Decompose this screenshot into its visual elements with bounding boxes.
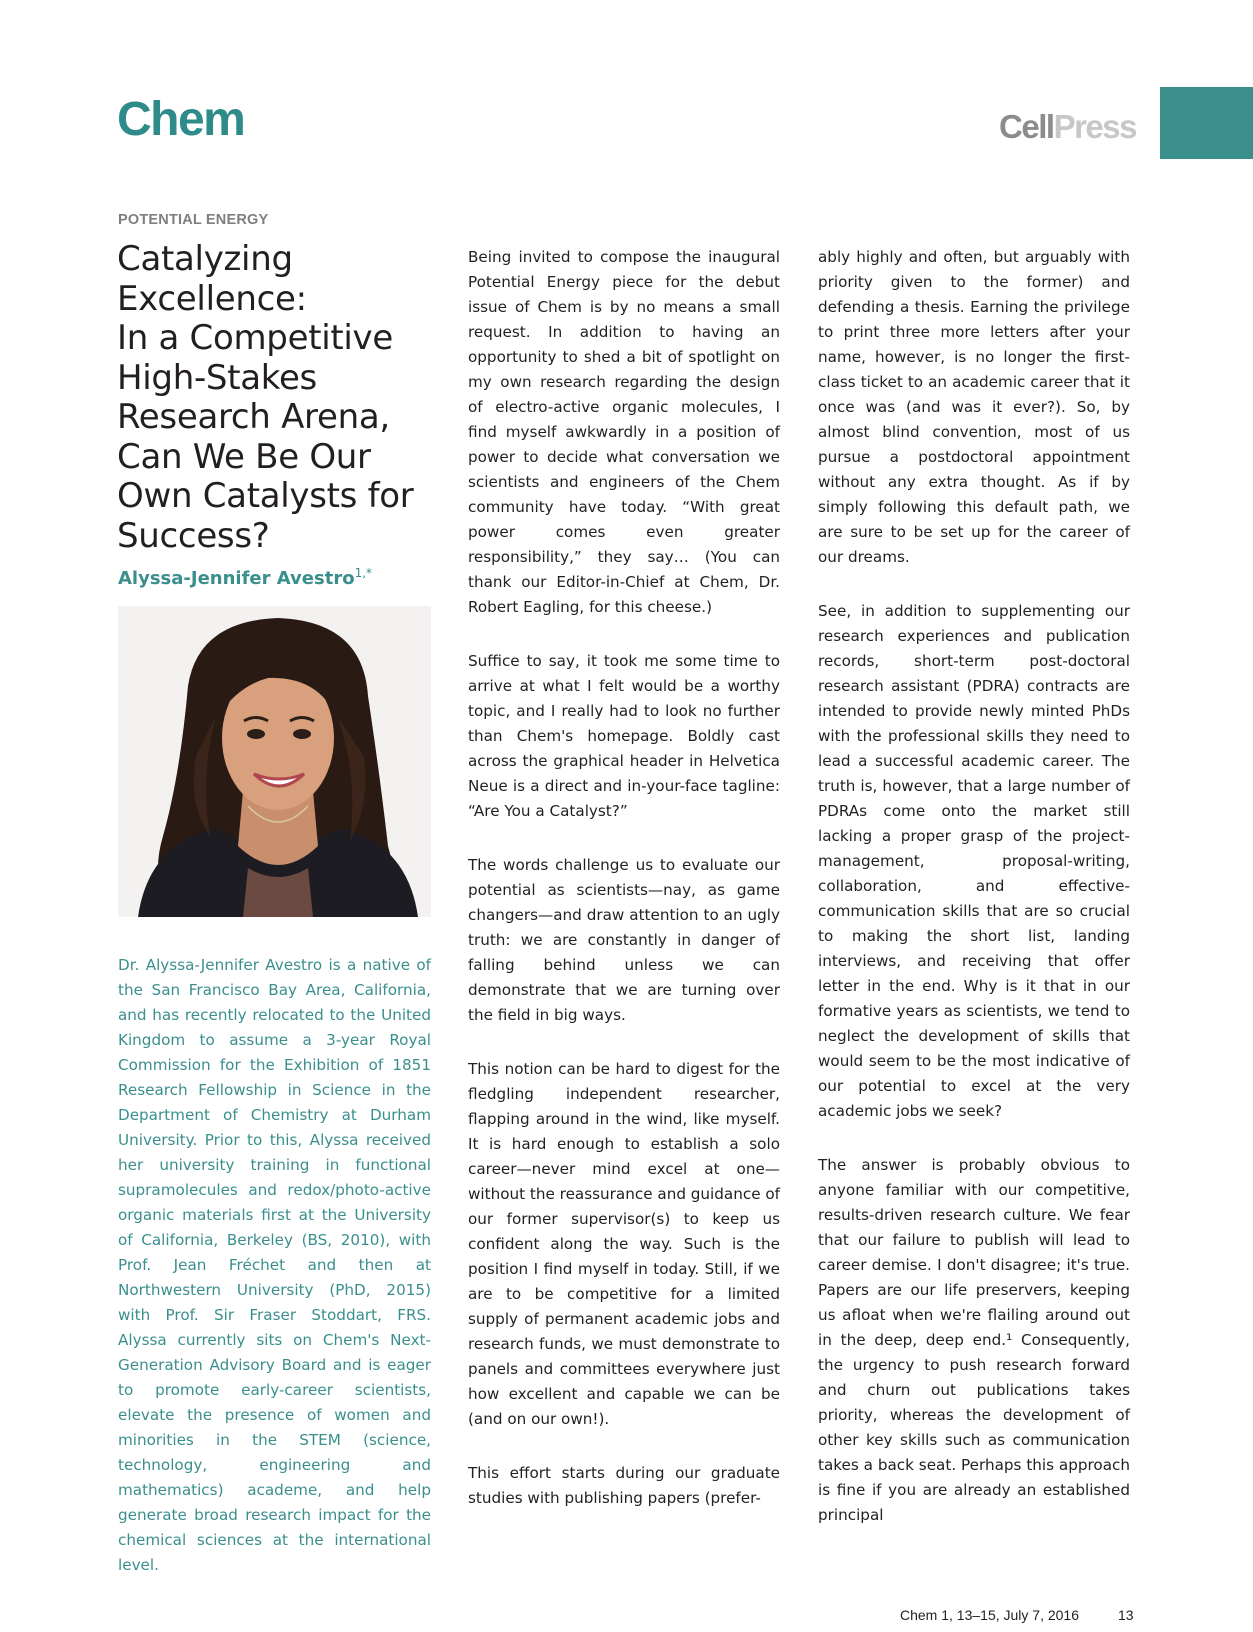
page-number: 13 xyxy=(1118,1607,1134,1623)
body-paragraph: This notion can be hard to digest for the fledgling independent researcher, flapping around in the wind, like myself. It is hard enough to establish a solo career—never mind excel at one—without the reassurance and guidance of our former supervisor(s) to keep us confident along the way. Such is the position I find myself in today. Still, if we are to be competitive for a limited supply of permanent academic jobs and research funds, we must demonstrate to panels and committees everywhere just how excellent and capable we can be (and on our own!). xyxy=(468,1060,781,1428)
author-byline xyxy=(118,566,372,589)
body-paragraph: See, in addition to supplementing our research experiences and publication records, short-term post-doctoral research assistant (PDRA) contracts are intended to provide newly minted PhDs with the professional skills they need to lead a successful academic career. The truth is, however, that a large number of PDRAs come onto the market still lacking a proper grasp of the project-management, proposal-writing, collaboration, and effective-communication skills that are so crucial to making the short list, landing interviews, and receiving that offer letter in the end. Why is it that in our formative years as scientists, we tend to neglect the development of skills that would seem to be the most indicative of our potential to excel at the very academic jobs we seek? xyxy=(818,602,1130,1120)
body-column-middle xyxy=(468,245,780,1540)
section-label: POTENTIAL ENERGY xyxy=(118,212,269,228)
title-line: Success? xyxy=(117,515,270,556)
body-paragraph: The answer is probably obvious to anyone familiar with our competitive, results-driven research culture. We fear that our failure to publish will lead to career demise. I don't disagree; it's true. Papers are our life preservers, keeping us afloat when we're flailing around out in the deep, deep end.¹ Consequently, the urgency to push research forward and churn out publications takes priority, whereas the development of other key skills such as communication takes a back seat. Perhaps this approach is fine if you are already an established principal xyxy=(818,1156,1130,1524)
title-line: Excellence: xyxy=(117,278,307,319)
author-bio: Dr. Alyssa-Jennifer Avestro is a native of the San Francisco Bay Area, California, and has recently relocated to the United Kingdom to assume a 3-year Royal Commission for the Exhibition of 1851 Research Fellowship in Science in the Department of Chemistry at Durham University. Prior to this, Alyssa received her university training in functional supramolecules and redox/photo-active organic materials first at the University of California, Berkeley (BS, 2010), with Prof. Jean Fréchet and then at Northwestern University (PhD, 2015) with Prof. Sir Fraser Stoddart, FRS. Alyssa currently sits on Chem's Next-Generation Advisory Board and is eager to promote early-career scientists, elevate the presence of women and minorities in the STEM (science, technology, engineering and mathematics) academe, and help generate broad research impact for the chemical sciences at the international level. xyxy=(118,956,431,1574)
author-affiliation-mark: 1,* xyxy=(354,566,373,580)
article-title xyxy=(117,240,447,556)
author-name: Alyssa-Jennifer Avestro xyxy=(118,568,355,589)
publisher-logo-cell: Cell xyxy=(999,108,1054,145)
body-paragraph: Being invited to compose the inaugural Potential Energy piece for the debut issue of Chem is by no means a small request. In addition to having an opportunity to shed a bit of spotlight on my own research regarding the design of electro-active organic molecules, I find myself awkwardly in a position of power to decide what conversation we scientists and engineers of the Chem community have today. “With great power comes even greater responsibility,” they say… (You can thank our Editor-in-Chief at Chem, Dr. Robert Eagling, for this cheese.) xyxy=(468,248,780,616)
footer-citation: Chem 1, 13–15, July 7, 2016 xyxy=(900,1607,1080,1623)
title-line: Can We Be Our xyxy=(117,436,371,477)
title-line: In a Competitive xyxy=(117,318,393,358)
body-paragraph: ably highly and often, but arguably with priority given to the former) and defending a thesis. Earning the privilege to print three more letters after your name, however, is no longer the first-class ticket to an academic career that it once was (and was it ever?). So, by almost blind convention, most of us pursue a postdoctoral appointment without any extra thought. As if by simply following this default path, we are sure to be set up for the career of our dreams. xyxy=(818,248,1130,566)
publisher-logo xyxy=(999,110,1136,143)
journal-logo: Chem xyxy=(117,93,245,146)
body-paragraph: This effort starts during our graduate studies with publishing papers (prefer- xyxy=(468,1464,780,1507)
title-line: Research Arena, xyxy=(117,397,390,437)
title-line: Catalyzing xyxy=(117,239,293,279)
body-paragraph: The words challenge us to evaluate our potential as scientists—nay, as game changers—and draw attention to an ugly truth: we are constantly in danger of falling behind unless we can demonstrate that we are turning over the field in big ways. xyxy=(468,856,780,1024)
publisher-logo-press: Press xyxy=(1053,108,1136,145)
section-color-tab xyxy=(1160,87,1253,159)
body-column-right xyxy=(818,245,1130,1557)
body-paragraph: Suffice to say, it took me some time to arrive at what I felt would be a worthy topic, and I really had to look no further than Chem's homepage. Boldly cast across the graphical header in Helvetica Neue is a direct and in-your-face tagline: “Are You a Catalyst?” xyxy=(468,652,780,820)
author-portrait xyxy=(118,606,431,917)
title-line: Own Catalysts for xyxy=(117,476,414,516)
title-line: High-Stakes xyxy=(117,357,317,398)
